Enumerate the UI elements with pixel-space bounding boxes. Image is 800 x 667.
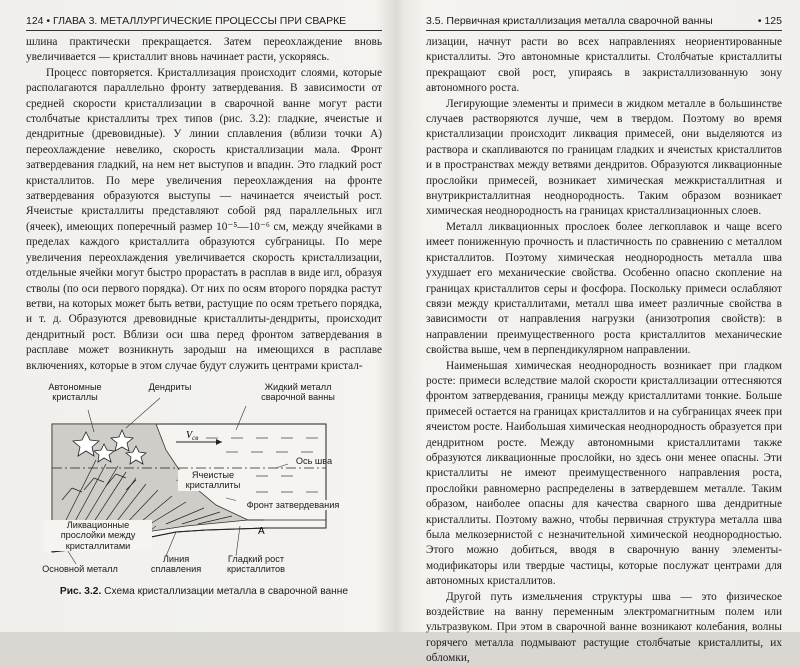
left-page	[26, 14, 382, 624]
caption-text: Схема кристаллизации металла в сварочной ванне	[104, 585, 349, 597]
label-base-metal: Основной металл	[42, 563, 118, 574]
label-liquid-metal: Жидкий металл сварочной ванны	[261, 381, 335, 403]
label-solidification-front: Фронт затвердевания	[236, 500, 350, 511]
label-smooth-growth: Гладкий рост кристаллитов	[226, 553, 286, 575]
right-running-head-title: 3.5. Первичная кристаллизация металла сварочной ванны	[426, 15, 713, 27]
right-paragraph: Легирующие элементы и примеси в жидком металле в большинстве случаев растворяются лучше, чем в твердом. Поэтому во время кристаллизации происходит ликвация примесей, они выделяются из раствора и скапливаются по границам гладких и ячеистых кристаллитов и в пространствах между ветвями дендритов. Образуются ликвационные прослойки примесей, возникает химическая межкристаллитная и внутрикристаллитная неоднородность. Таким образом возникает химическая неоднородность на границах кристаллизационных слоев.	[426, 97, 782, 218]
left-running-head-text: 124 • ГЛАВА 3. МЕТАЛЛУРГИЧЕСКИЕ ПРОЦЕССЫ ПРИ СВАРКЕ	[26, 15, 347, 27]
left-paragraph: Процесс повторяется. Кристаллизация происходит слоями, которые располагаются параллельно фронту затвердевания. В зависимости от средней скорости кристаллизации в сварочной ванне могут расти столбчатые кристаллиты трех типов (рис. 3.2): гладкие, ячеистые и дендритные (древовидные). У линии сплавления (вблизи точки А) переохлаждение невелико, скорость кристаллизации мала. Фронт затвердевания гладкий, на нем нет выступов и впадин. Это гладкий рост кристаллитов. По мере увеличения переохлаждения на фронте затвердевания образуются выступы — начинается ячеистый рост. Ячеистые кристаллиты представляют собой ряд параллельных игл (ячеек), имеющих поперечный размер 10⁻⁵—10⁻⁶ см, между ячейками в пределах каждого кристаллита образуются субграницы. По мере увеличения переохлаждения увеличивается скорость кристаллизации, отдельные ячейки могут быстро прорастать в расплав в виде игл, образуя стволы (по оси первого порядка). От них по осям второго порядка растут ветви, на которых может быть ветви, растущие по осям третьего порядка, и т. д. Образуются древовидные кристаллиты-дендриты, происходит дендритный рост. Вблизи оси шва перед фронтом затвердевания в расплаве может возникнуть зародыш на имеющихся в расплаве включениях, которые в этом случае будут служить центрами кристал-	[26, 66, 382, 372]
velocity-label: $V_{св}$	[186, 429, 199, 442]
right-page-number: • 125	[757, 15, 782, 27]
right-page	[426, 14, 782, 665]
figure-3-2	[26, 380, 382, 597]
point-a-label: A	[258, 525, 265, 537]
right-paragraph: Наименьшая химическая неоднородность возникает при гладком росте: примеси вследствие малой скорости кристаллизации оттесняются фронтом затвердевания, границы между кристаллитами тонкие. Больше примесей остается на границах кристаллитов и на субграницах ячеек при ячеистом росте. Наибольшая химическая неоднородность образуется при дендритном росте. Между автономными кристаллитами также образуются ликвационные прослойки, но здесь они менее опасны. Эти кристаллиты не имеют преимущественного направления роста, прослойки равномерно распределены в затвердевшем металле. Таким образом, наиболее опасны для качества сварного шва дендритные кристаллиты. Поэтому важно, чтобы первичная структура металла шва была мелкозернистой с незначительной химической неоднородностью. Этого можно добиться, вводя в сварочную ванну элементы-модификаторы или твердые частицы, которые послужат центрами для автономных кристаллитов.	[426, 359, 782, 588]
right-paragraph: Другой путь измельчения структуры шва — это физическое воздействие на ванну переменным электромагнитным полем или ультразвуком. При этом в сварочной ванне возникают колебания, волны горячего металла подмывают растущие столбчатые кристаллиты, их обломки,	[426, 590, 782, 665]
figure-caption	[26, 586, 382, 597]
left-body-text	[26, 35, 382, 374]
label-fusion-line: Линия сплавления	[150, 553, 202, 575]
label-dendrites: Дендриты	[148, 381, 192, 392]
label-weld-axis: Ось шва	[295, 455, 333, 466]
caption-number: Рис. 3.2.	[59, 585, 102, 597]
left-paragraph: шлина практически прекращается. Затем переохлаждение вновь увеличивается — кристаллит вновь начинает расти, ускоряясь.	[26, 36, 382, 64]
right-paragraph: лизации, начнут расти во всех направлениях неориентированные кристаллиты. Это автономные кристаллиты. Столбчатые кристаллиты прекращают свой рост, упираясь в закристаллизованную зону автономного роста.	[426, 36, 782, 95]
left-running-head	[26, 14, 382, 31]
right-paragraph: Металл ликвационных прослоек более легкоплавок и чаще всего имеет пониженную прочность и пластичность по сравнению с металлом кристаллитов. Поэтому химическая неоднородность металла шва ухудшает его механические свойства. Особенно опасно скопление на границах кристаллитов серы и фосфора. Поскольку примеси ослабляют связи между кристаллитами, металл шва имеет различные свойства в зависимости от направления нагрузки (анизотропия свойств): в направлении преимущественного роста кристаллитов механические свойства выше, чем в перпендикулярном направлении.	[426, 220, 782, 357]
label-autonomous-crystals: Автономные кристаллы	[48, 381, 102, 403]
right-running-head	[426, 14, 782, 31]
label-segregation-layers: Ликвационные прослойки между кристаллитами	[44, 520, 152, 552]
label-cellular-crystallites: Ячеистые кристаллиты	[178, 470, 248, 491]
right-body-text	[426, 35, 782, 667]
